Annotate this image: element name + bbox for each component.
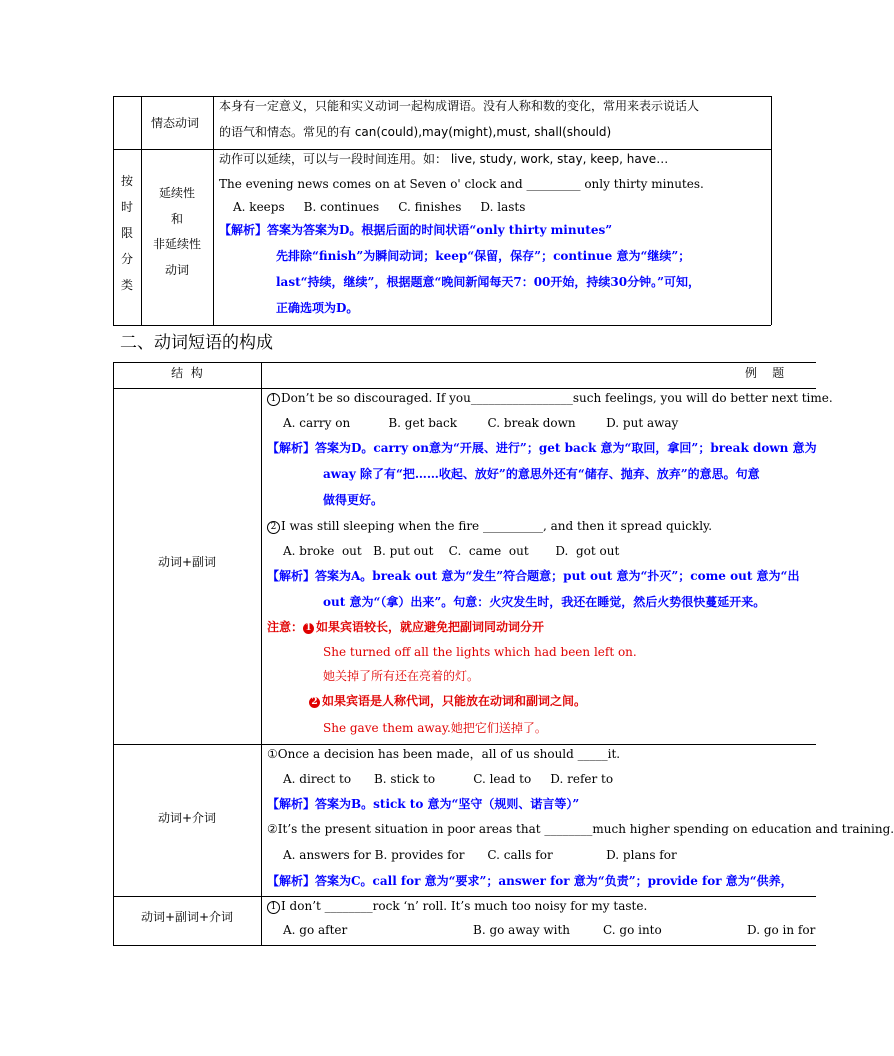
circled-number: 2 [309,697,320,708]
side-label-char-5: 类 [121,278,134,292]
duration-label-line1: 延续性 [158,186,195,200]
prep-q2-options: A. answers for B. provides for C. calls for D. plans for [283,848,677,862]
duration-label-line3: 非延续性 [152,237,201,251]
verb-prep-label: 动词+介词 [157,811,217,825]
header-examples: 例 题 [745,366,785,380]
duration-label-line2: 和 [170,212,183,226]
verb-adverb-label: 动词+副词 [157,555,217,569]
note2-text: 如果宾语是人称代词，只能放在动词和副词之间。 [322,694,587,708]
duration-analysis-line1: 【解析】答案为答案为D。根据后面的时间状语“only thirty minutes” [219,223,613,237]
adverb-q1-analysis-line3: 做得更好。 [323,493,384,507]
side-label-char-3: 限 [121,226,134,240]
prep-q1 [267,746,620,762]
modal-verb-desc-line2-text: 的语气和情态。常见的有 can(could),may(might),must, shall(should) [219,125,612,139]
adverb-q1-options: A. carry on B. get back C. break down D. put away [283,416,679,430]
side-label-char-1: 按 [121,174,134,188]
duration-analysis-line3: last“持续，继续”，根据题意“晚间新闻每天7：00开始，持续30分钟。”可知， [276,275,700,289]
duration-label-line4: 动词 [164,263,189,277]
adverb-q2-text: I was still sleeping when the fire __________, and then it spread quickly. [281,519,713,533]
modal-verb-desc-line1: 本身有一定意义，只能和实义动词一起构成谓语。没有人称和数的变化，常用来表示说话人 [219,99,700,113]
note-label: 注意： [267,620,304,634]
duration-analysis-line2: 先排除“finish”为瞬间动词；keep“保留，保存”；continue 意为“继续”； [276,249,691,263]
adverb-q1 [267,390,833,406]
note-line1 [267,619,544,635]
header-structure: 结 构 [171,366,203,380]
note-line2 [309,693,586,709]
note1-example-zh: 她关掉了所有还在亮着的灯。 [323,669,480,683]
circled-number: 1 [267,393,280,406]
modal-verb-desc-line2 [219,124,611,140]
side-label-char-4: 分 [121,252,134,266]
adverb-q1-analysis-line1: 【解析】答案为D。carry on意为“开展、进行”；get back 意为“取回，拿回”；break down 意为 [267,441,817,455]
prep-q1-num: ① [267,747,278,761]
adv-prep-option-a: A. go after [283,923,348,937]
verb-adv-prep-label: 动词+副词+介词 [140,910,234,924]
circled-number: 2 [267,521,280,534]
duration-options: A. keeps B. continues C. finishes D. lasts [233,200,526,214]
note1-example-en: She turned off all the lights which had been left on. [323,645,637,659]
adverb-q1-text: Don’t be so discouraged. If you_________________such feelings, you will do better next time. [281,391,833,405]
note1-text: 如果宾语较长，就应避免把副词同动词分开 [316,620,545,634]
modal-verb-label: 情态动词 [151,116,200,130]
adv-prep-option-c: C. go into [603,923,662,937]
adv-prep-q1-text: I don’t ________rock ‘n’ roll. It’s much too noisy for my taste. [281,899,648,913]
prep-q1-text: Once a decision has been made，all of us should _____it. [277,747,621,761]
adv-prep-option-d: D. go in for [747,923,816,937]
prep-q1-options: A. direct to B. stick to C. lead to D. refer to [283,772,614,786]
prep-q2-num: ② [267,822,278,836]
duration-question: The evening news comes on at Seven o' clock and _________ only thirty minutes. [219,177,704,191]
adverb-q2 [267,518,712,534]
prep-q1-analysis: 【解析】答案为B。stick to 意为“坚守（规则、诺言等）” [267,797,580,811]
adv-prep-option-b: B. go away with [473,923,571,937]
adverb-q2-analysis-line2: out 意为“（拿）出来”。句意：火灾发生时，我还在睡觉，然后火势很快蔓延开来。 [323,595,766,609]
adverb-q2-analysis-line1: 【解析】答案为A。break out 意为“发生”符合题意；put out 意为“扑灭”；come out 意为“出 [267,569,800,583]
section-title: 二、动词短语的构成 [120,333,273,353]
prep-q2 [267,821,894,837]
circled-number: 1 [303,623,314,634]
duration-analysis-line4: 正确选项为D。 [276,301,359,315]
side-label-char-2: 时 [121,200,134,214]
adv-prep-q1 [267,898,647,914]
prep-q2-analysis: 【解析】答案为C。call for 意为“要求”；answer for 意为“负责”；provide for 意为“供养， [267,874,793,888]
prep-q2-text: It’s the present situation in poor areas that ________much higher spending on education and training. [277,822,894,836]
adverb-q2-options: A. broke out B. put out C. came out D. got out [283,544,620,558]
note2-example: She gave them away.她把它们送掉了。 [323,721,547,735]
adverb-q1-analysis-line2: away 除了有“把……收起、放好”的意思外还有“储存、抛弃、放弃”的意思。句意 [323,467,760,481]
circled-number: 1 [267,901,280,914]
duration-desc: 动作可以延续，可以与一段时间连用。如： live, study, work, stay, keep, have… [219,152,669,166]
